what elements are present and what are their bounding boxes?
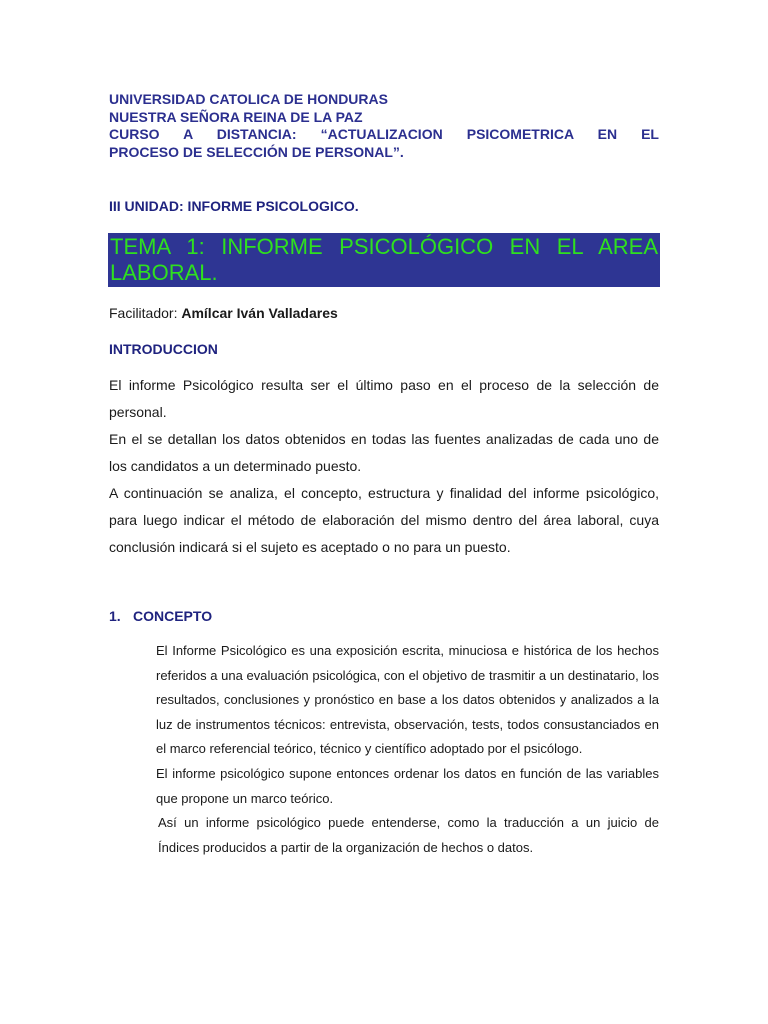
document-header	[109, 91, 659, 161]
concept-paragraph: El Informe Psicológico es una exposición escrita, minuciosa e histórica de los hechos referidos a una evaluación psicológica, con el objetivo de trasmitir a un destinatario, los resultados, conclusiones y pronóstico en base a los datos obtenidos y analizados a la luz de instrumentos técnicos: entrevista, observación, tests, todos consustanciados en el marco referencial teórico, técnico y científico adoptado por el psicólogo.	[156, 643, 659, 757]
facilitator-line	[109, 305, 338, 322]
concept-body	[156, 639, 659, 860]
facilitator-label: Facilitador:	[109, 305, 182, 321]
campus-name: NUESTRA SEÑORA REINA DE LA PAZ	[109, 108, 363, 125]
introduction-paragraph: A continuación se analiza, el concepto, estructura y finalidad del informe psicológico, para luego indicar el método de elaboración del mismo dentro del área laboral, cuya conclusión indicará si el sujeto es aceptado o no para un puesto.	[109, 485, 659, 555]
concept-title: CONCEPTO	[133, 608, 213, 624]
introduction-paragraph: En el se detallan los datos obtenidos en todas las fuentes analizadas de cada uno de los candidatos a un determinado puesto.	[109, 431, 659, 474]
introduction-paragraph: El informe Psicológico resulta ser el último paso en el proceso de la selección de personal.	[109, 377, 659, 420]
unit-heading: III UNIDAD: INFORME PSICOLOGICO.	[109, 198, 359, 214]
introduction-heading: INTRODUCCION	[109, 341, 218, 357]
concept-heading	[109, 608, 212, 625]
concept-paragraph: Así un informe psicológico puede entenderse, como la traducción a un juicio de Índices producidos a partir de la organización de hechos o datos.	[158, 815, 659, 855]
topic-title-line2: LABORAL.	[110, 260, 218, 285]
concept-paragraph: El informe psicológico supone entonces ordenar los datos en función de las variables que propone un marco teórico.	[156, 765, 659, 806]
university-name: UNIVERSIDAD CATOLICA DE HONDURAS	[109, 91, 388, 107]
course-title-line1: CURSO A DISTANCIA: “ACTUALIZACION PSICOMETRICA EN EL	[109, 126, 659, 142]
course-title-line2: PROCESO DE SELECCIÓN DE PERSONAL”.	[109, 143, 404, 160]
concept-number: 1.	[109, 608, 121, 624]
topic-banner	[108, 233, 660, 287]
introduction-body	[109, 372, 659, 561]
facilitator-name: Amílcar Iván Valladares	[181, 305, 338, 321]
topic-title-line1: TEMA 1: INFORME PSICOLÓGICO EN EL AREA	[110, 234, 658, 259]
